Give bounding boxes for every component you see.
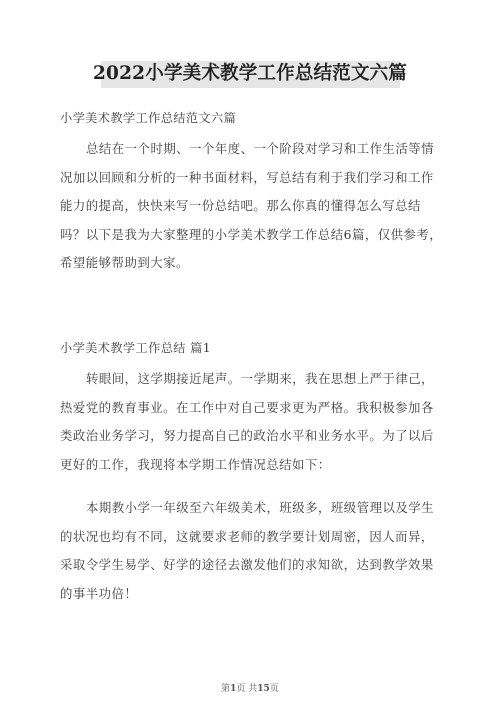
section1-paragraph-1: 转眼间，这学期接近尾声。一学期来，我在思想上严于律己，热爱党的教育事业。在工作中对自己要求更为严格。我积极参加各类政治业务学习，努力提高自己的政治水平和业务水平。为了以后更好的工作，我现将本学期工作情况总结如下： [60,371,435,472]
footer-suffix: 页 [269,684,279,694]
intro-paragraph: 总结在一个时期、一个年度、一个阶段对学习和工作生活等情况加以回顾和分析的一种书面材料，写总结有利于我们学习和工作能力的提高，快快来写一份总结吧。那么你真的懂得怎么写总结吗？以下是我为大家整理的小学美术教学工作总结6篇，仅供参考，希望能够帮助到大家。 [60,141,443,271]
footer-prefix: 第 [221,684,231,694]
page-footer [0,683,500,695]
footer-page-total: 15 [257,684,270,694]
document-title: 2022小学美术教学工作总结范文六篇 [92,63,408,84]
section1-heading: 小学美术教学工作总结 篇1 [60,341,211,355]
footer-page-current: 1 [230,684,237,694]
intro-heading: 小学美术教学工作总结范文六篇 [60,111,237,125]
section1-paragraph-2: 本期教小学一年级至六年级美术，班级多，班级管理以及学生的状况也均有不同，这就要求老师的教学要计划周密，因人而异，采取令学生易学、好学的途径去激发他们的求知欲，达到教学效果的事半功倍！ [60,500,435,601]
footer-mid: 页 共 [236,684,258,694]
